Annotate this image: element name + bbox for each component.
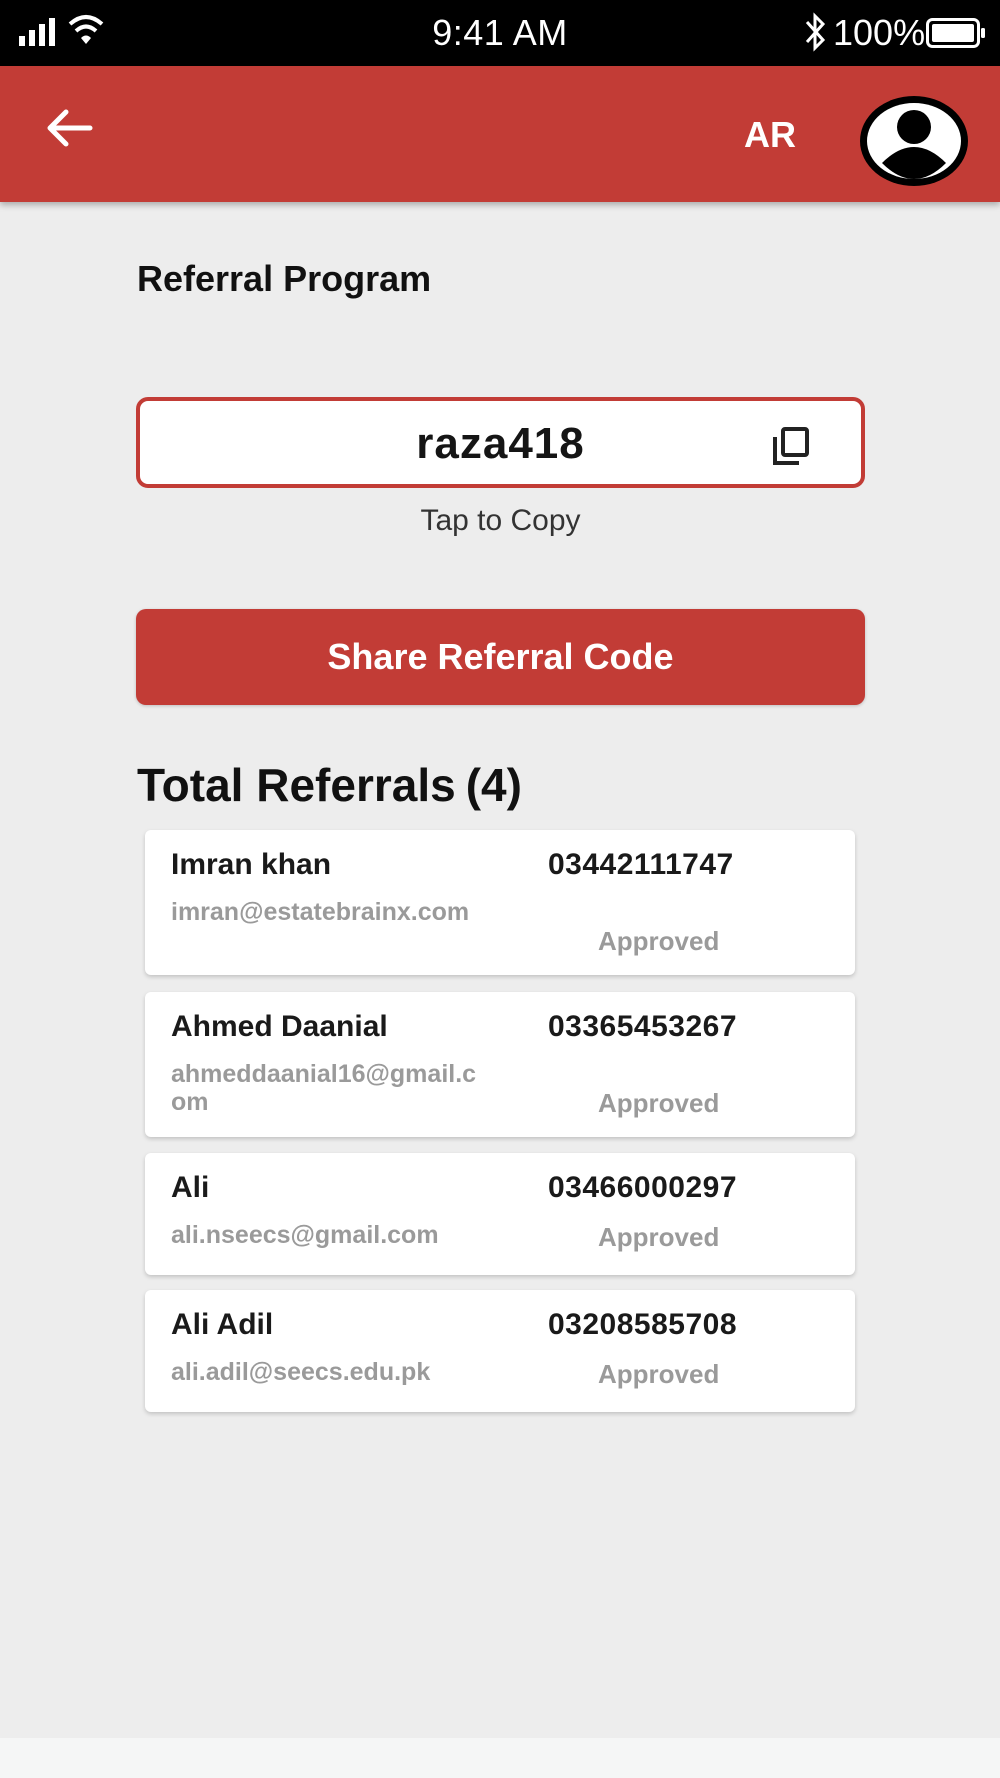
list-item[interactable] — [145, 1153, 855, 1275]
referral-name: Imran khan — [171, 848, 332, 881]
referral-code[interactable]: raza418 — [416, 419, 585, 468]
referral-code-box[interactable] — [136, 397, 865, 488]
back-button[interactable] — [40, 100, 100, 156]
battery-icon — [926, 18, 986, 48]
referral-email: imran@estatebrainx.com — [171, 898, 470, 926]
referral-status: Approved — [598, 1088, 720, 1118]
avatar[interactable] — [858, 85, 970, 197]
total-referrals-count: (4) — [465, 759, 522, 811]
arrow-left-icon — [40, 100, 100, 156]
referral-phone: 03466000297 — [548, 1171, 738, 1204]
referral-name: Ali — [171, 1171, 210, 1204]
referral-phone: 03442111747 — [548, 848, 734, 881]
total-referrals-label: Total Referrals — [137, 759, 456, 811]
battery-percent: 100% — [833, 12, 926, 53]
tap-to-copy-hint: Tap to Copy — [420, 504, 581, 537]
page-title: Referral Program — [137, 258, 432, 299]
list-item[interactable] — [145, 1290, 855, 1412]
referral-name: Ali Adil — [171, 1308, 274, 1341]
referral-name: Ahmed Daanial — [171, 1010, 388, 1043]
list-item[interactable] — [145, 830, 855, 975]
referral-email: ali.adil@seecs.edu.pk — [171, 1358, 431, 1386]
referral-status: Approved — [598, 926, 720, 956]
referral-email: ali.nseecs@gmail.com — [171, 1221, 439, 1249]
referral-status: Approved — [598, 1222, 720, 1252]
list-item[interactable] — [145, 992, 855, 1137]
total-referrals-heading — [137, 758, 522, 812]
bottom-strip — [0, 1738, 1000, 1778]
status-bar — [0, 0, 1000, 66]
copy-icon[interactable] — [768, 425, 812, 469]
referral-phone: 03365453267 — [548, 1010, 738, 1043]
user-avatar-icon — [858, 85, 970, 197]
referral-email: ahmeddaanial16@gmail.com — [171, 1060, 477, 1116]
user-initials: AR — [744, 114, 796, 155]
app-bar — [0, 66, 1000, 202]
referral-status: Approved — [598, 1359, 720, 1389]
referral-phone: 03208585708 — [548, 1308, 738, 1341]
share-referral-code-button[interactable]: Share Referral Code — [136, 609, 865, 705]
status-time: 9:41 AM — [432, 12, 568, 53]
bluetooth-icon — [803, 12, 827, 52]
